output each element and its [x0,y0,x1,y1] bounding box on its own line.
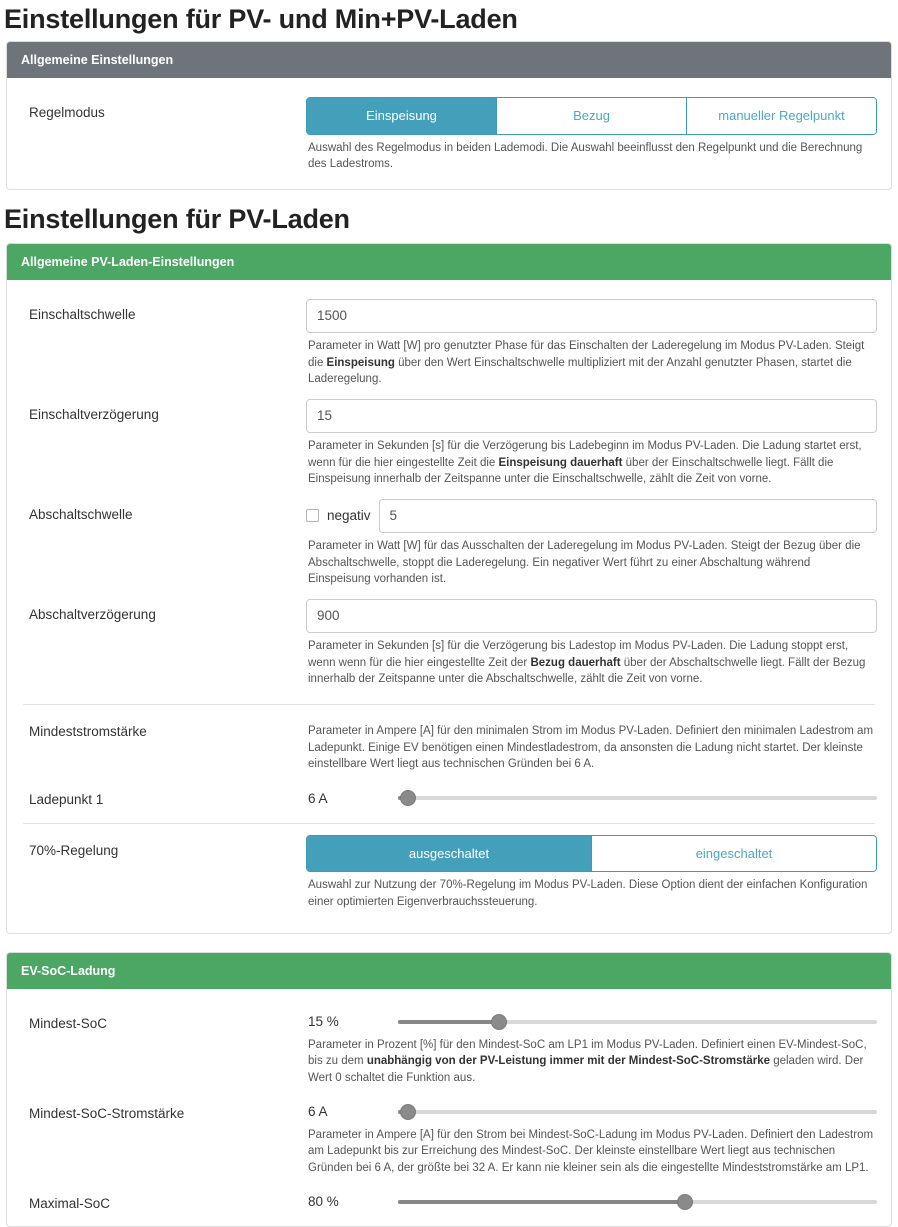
abschaltverzoegerung-help-bold: Bezug dauerhaft [530,657,620,669]
general-settings-header: Allgemeine Einstellungen [7,42,891,78]
einschaltschwelle-row [21,290,877,390]
abschaltverzoegerung-label: Abschaltverzögerung [21,599,306,624]
mindeststromstaerke-label: Mindeststromstärke [21,716,306,741]
ladepunkt1-value: 6 A [306,791,398,806]
abschaltverzoegerung-help [306,633,877,690]
einschaltschwelle-help-part2: über den Wert Einschaltschwelle multipliziert mit der Anzahl genutzter Phasen, startet die Laderegelung. [308,357,852,386]
mindest-soc-slider[interactable] [398,1012,877,1032]
mindest-soc-help-part1: Parameter in Prozent [%] für den Mindest-SoC am LP1 im Modus PV-Laden. Definiert einen EV-Mindest-SoC, bis zu dem [308,1039,867,1068]
regelmodus-button-group[interactable] [306,97,877,135]
maximal-soc-value: 80 % [306,1194,398,1209]
einschaltverzoegerung-label: Einschaltverzögerung [21,399,306,424]
regelung70-button-group[interactable] [306,835,877,873]
maximal-soc-slider-knob[interactable] [677,1194,693,1210]
abschaltschwelle-input[interactable] [379,499,877,533]
abschaltschwelle-negativ-checkbox[interactable] [306,509,319,522]
regelung70-help: Auswahl zur Nutzung der 70%-Regelung im Modus PV-Laden. Diese Option dient der einfachen Konfiguration einer optimierten Eigenverbrauchssteuerung. [306,872,877,912]
general-settings-panel [6,41,892,190]
general-settings-body [7,78,891,189]
einschaltverzoegerung-help-bold: Einspeisung dauerhaft [499,457,623,469]
ladepunkt1-label: Ladepunkt 1 [21,784,306,809]
ladepunkt1-slider-knob[interactable] [400,790,416,806]
abschaltschwelle-label: Abschaltschwelle [21,499,306,524]
einschaltschwelle-help-bold: Einspeisung [327,357,395,369]
page-title: Einstellungen für PV- und Min+PV-Laden [0,0,898,41]
mindest-soc-stromstaerke-help: Parameter in Ampere [A] für den Strom bei Mindest-SoC-Ladung im Modus PV-Laden. Definiert den Ladestrom am Ladepunkt bis zur Erreichung des Mindest-SoC. Der kleinste einstellbare Wert liegt aus technischen Gründen bei 6 A, der größte bei 32 A. Er kann nie kleiner sein als die eingestellte Mindeststromstärke am LP1. [306,1122,877,1179]
maximal-soc-row [21,1179,877,1213]
abschaltschwelle-control [306,499,877,590]
mindeststromstaerke-help: Parameter in Ampere [A] für den minimalen Strom im Modus PV-Laden. Definiert den minimalen Ladestrom am Ladepunkt. Einige EV benötigen einen Mindestladestrom, da ansonsten die Ladung nicht startet. Der kleinste einstellbare Wert liegt aus technischen Gründen bei 6 A. [306,716,877,775]
einschaltverzoegerung-help-part1: Parameter in Sekunden [s] für die Verzögerung bis Ladebeginn im Modus PV-Laden. Die Ladung startet erst, wenn für die hier eingestellte Zeit die [308,440,862,469]
regelmodus-option-einspeisung[interactable]: Einspeisung [307,98,497,134]
mindest-soc-stromstaerke-slider-track [398,1110,877,1114]
ladepunkt1-row [21,775,877,809]
mindest-soc-row [21,999,877,1089]
regelmodus-label: Regelmodus [21,97,306,122]
mindest-soc-label: Mindest-SoC [21,1008,306,1033]
abschaltschwelle-help: Parameter in Watt [W] für das Ausschalten der Laderegelung im Modus PV-Laden. Steigt der Bezug über die Abschaltschwelle, stoppt die Laderegelung. Ein negativer Wert führt zu einer Abschaltung während Einspeisung vorhanden ist. [306,533,877,590]
mindeststromstaerke-row [21,707,877,775]
ladepunkt1-slider[interactable] [398,788,877,808]
einschaltschwelle-control [306,299,877,390]
abschaltverzoegerung-control [306,599,877,690]
maximal-soc-slider-fill [398,1200,685,1204]
abschaltverzoegerung-help-part1: Parameter in Sekunden [s] für die Verzögerung bis Ladestop im Modus PV-Laden. Die Ladung stoppt erst, wenn wenn für die hier eingestellte Zeit der [308,640,848,669]
divider-mindeststrom [23,704,875,705]
regelmodus-control [306,97,877,175]
regelmodus-row [21,88,877,175]
mindest-soc-stromstaerke-label: Mindest-SoC-Stromstärke [21,1098,306,1123]
mindest-soc-stromstaerke-control [306,1098,877,1179]
maximal-soc-control [306,1188,877,1212]
regelmodus-option-bezug[interactable]: Bezug [497,98,687,134]
soc-panel-header: EV-SoC-Ladung [7,953,891,989]
ladepunkt1-slider-row [306,784,877,808]
einschaltverzoegerung-help-part2: über der Einschaltschwelle liegt. Fällt die Einspeisung innerhalb der Zeitspanne unter die Einschaltschwelle, zählt die Zeit von vorne. [308,457,833,486]
abschaltschwelle-negativ-label: negativ [327,508,371,523]
mindest-soc-help [306,1032,877,1089]
mindest-soc-stromstaerke-slider-row [306,1098,877,1122]
mindest-soc-slider-row [306,1008,877,1032]
mindest-soc-help-bold: unabhängig von der PV-Leistung immer mit der Mindest-SoC-Stromstärke [367,1055,770,1067]
pv-panel-bottom-gap [21,913,877,919]
einschaltschwelle-help-part1: Parameter in Watt [W] pro genutzter Phase für das Einschalten der Laderegelung im Modus PV-Laden. Steigt die [308,340,864,369]
regelung70-option-ausgeschaltet[interactable]: ausgeschaltet [307,836,592,872]
soc-panel [6,952,892,1227]
abschaltschwelle-row [21,490,877,590]
abschaltverzoegerung-input[interactable] [306,599,877,633]
abschaltschwelle-field [306,499,877,533]
pv-section-title: Einstellungen für PV-Laden [0,190,898,243]
mindest-soc-slider-knob[interactable] [491,1014,507,1030]
maximal-soc-slider[interactable] [398,1192,877,1212]
einschaltschwelle-input[interactable] [306,299,877,333]
maximal-soc-slider-row [306,1188,877,1212]
regelmodus-option-manueller-regelpunkt[interactable]: manueller Regelpunkt [687,98,876,134]
einschaltverzoegerung-row [21,390,877,490]
pv-settings-body [7,280,891,933]
pv-settings-header: Allgemeine PV-Laden-Einstellungen [7,244,891,280]
mindest-soc-stromstaerke-row [21,1089,877,1179]
soc-panel-body [7,989,891,1227]
regelmodus-help: Auswahl des Regelmodus in beiden Lademodi. Die Auswahl beeinflusst den Regelpunkt und die Berechnung des Ladestroms. [306,135,877,175]
mindeststromstaerke-control [306,716,877,775]
mindest-soc-stromstaerke-slider[interactable] [398,1102,877,1122]
mindest-soc-value: 15 % [306,1014,398,1029]
einschaltschwelle-help [306,333,877,390]
regelung70-control [306,835,877,913]
regelung70-option-eingeschaltet[interactable]: eingeschaltet [592,836,876,872]
ladepunkt1-control [306,784,877,808]
mindest-soc-stromstaerke-slider-knob[interactable] [400,1104,416,1120]
mindest-soc-slider-fill [398,1020,499,1024]
maximal-soc-label: Maximal-SoC [21,1188,306,1213]
regelung70-label: 70%-Regelung [21,835,306,860]
einschaltschwelle-label: Einschaltschwelle [21,299,306,324]
einschaltverzoegerung-help [306,433,877,490]
regelung70-row [21,826,877,913]
panel-spacer [0,934,898,952]
mindest-soc-control [306,1008,877,1089]
divider-70-regelung [23,823,875,824]
abschaltverzoegerung-row [21,590,877,690]
einschaltverzoegerung-input[interactable] [306,399,877,433]
pv-settings-panel [6,243,892,934]
mindest-soc-stromstaerke-value: 6 A [306,1104,398,1119]
einschaltverzoegerung-control [306,399,877,490]
mindest-soc-help-part2: geladen wird. Der Wert 0 schaltet die Funktion aus. [308,1055,863,1084]
abschaltverzoegerung-help-part2: über der Abschaltschwelle liegt. Fällt der Bezug innerhalb der Zeitspanne unter die Abschaltschwelle, zählt die Zeit von vorne. [308,657,865,686]
ladepunkt1-slider-track [398,796,877,800]
